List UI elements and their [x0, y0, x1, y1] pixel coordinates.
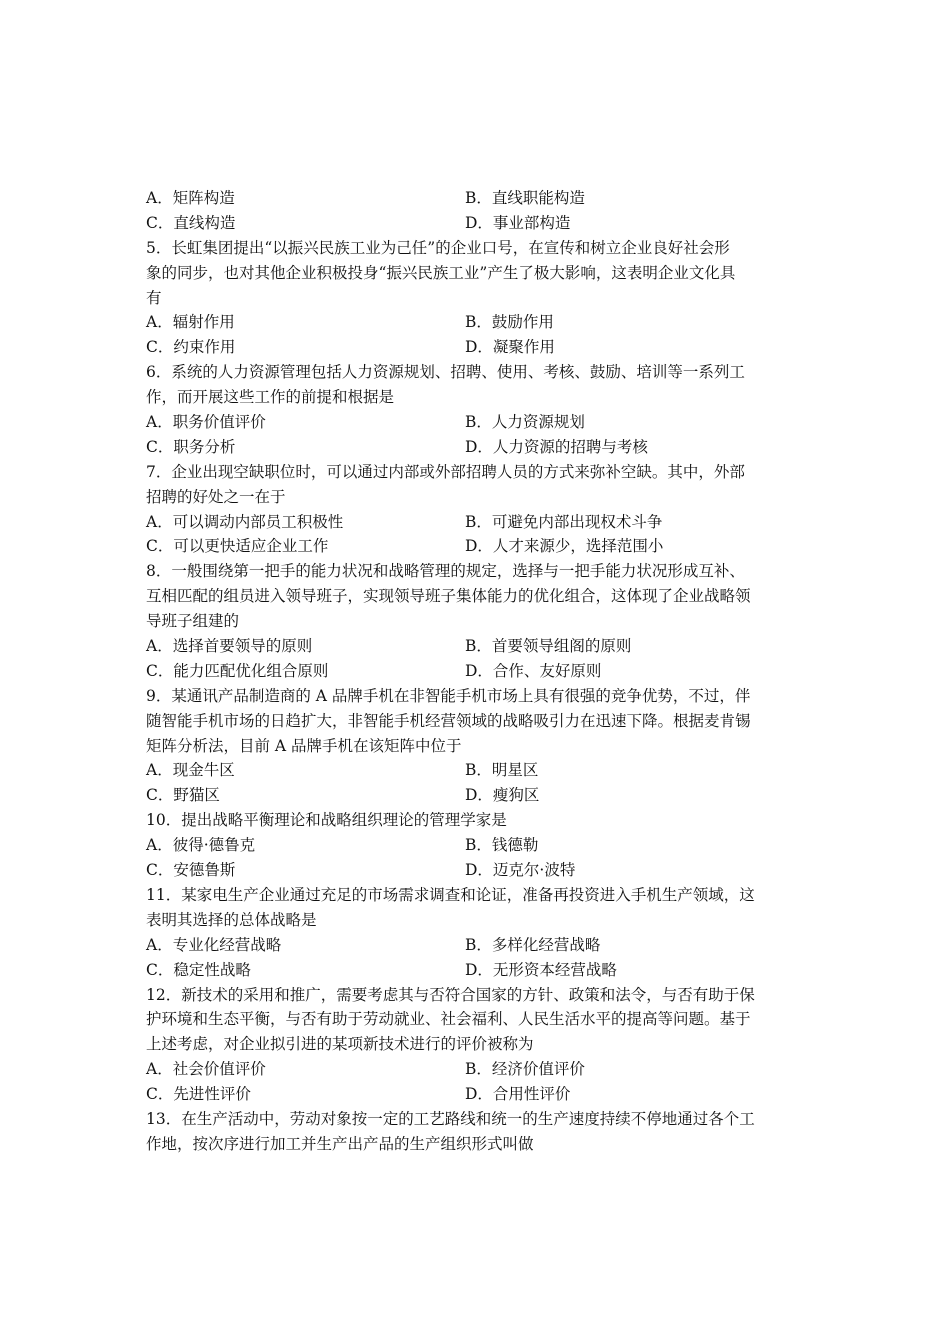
option-d: D．凝聚作用: [465, 338, 555, 357]
option-a: A．社会价值评价: [146, 1060, 266, 1079]
question-text-line: 8．一般围绕第一把手的能力状况和战略管理的规定，选择与一把手能力状况形成互补、: [146, 562, 745, 581]
option-b: B．可避免内部出现权术斗争: [465, 512, 663, 531]
option-d: D．人才来源少，选择范围小: [465, 537, 664, 556]
option-c: C．可以更快适应企业工作: [146, 537, 329, 556]
option-a: A．矩阵构造: [146, 189, 235, 207]
option-a: A．职务价值评价: [146, 413, 266, 432]
question-text-line: 上述考虑，对企业拟引进的某项新技术进行的评价被称为: [146, 1035, 534, 1054]
question-text-line: 导班子组建的: [146, 612, 240, 631]
question-text-line: 矩阵分析法，目前 A 品牌手机在该矩阵中位于: [146, 736, 462, 755]
option-c: C．直线构造: [146, 213, 236, 232]
question-7: [146, 460, 806, 560]
option-grid: [146, 758, 806, 808]
option-c: C．职务分析: [146, 437, 236, 456]
option-b: B．经济价值评价: [465, 1060, 585, 1079]
option-b: B．人力资源规划: [465, 413, 585, 432]
option-c: C．安德鲁斯: [146, 861, 236, 880]
option-b: B．多样化经营战略: [465, 935, 601, 954]
option-c: C．能力匹配优化组合原则: [146, 661, 329, 680]
option-grid: [146, 410, 806, 460]
question-text-line: 9．某通讯产品制造商的 A 品牌手机在非智能手机市场上具有很强的竞争优势，不过，伴: [146, 686, 751, 705]
option-grid: [146, 634, 806, 684]
question-text-line: 10．提出战略平衡理论和战略组织理论的管理学家是: [146, 811, 507, 830]
option-c: C．先进性评价: [146, 1085, 251, 1104]
question-text-line: 护环境和生态平衡，与否有助于劳动就业、社会福利、人民生活水平的提高等问题。基于: [146, 1010, 751, 1029]
question-text-line: 7．企业出现空缺职位时，可以通过内部或外部招聘人员的方式来弥补空缺。其中，外部: [146, 462, 745, 481]
option-grid: [146, 510, 806, 560]
option-a: A．选择首要领导的原则: [146, 637, 313, 656]
option-d: D．合作、友好原则: [465, 661, 602, 680]
option-grid: [146, 833, 806, 883]
option-b: B．钱德勒: [465, 836, 539, 855]
option-d: D．瘦狗区: [465, 786, 540, 805]
option-grid: [146, 933, 806, 983]
question-text-line: 5．长虹集团提出“以振兴民族工业为己任”的企业口号，在宣传和树立企业良好社会形: [146, 238, 730, 257]
option-a: A．彼得·德鲁克: [146, 836, 256, 855]
option-b: B．直线职能构造: [465, 189, 585, 207]
option-b: B．鼓励作用: [465, 313, 554, 332]
option-grid: [146, 1057, 806, 1107]
option-grid: [146, 310, 806, 360]
option-c: C．野猫区: [146, 786, 220, 805]
question-8: [146, 559, 806, 683]
question-text-line: 6．系统的人力资源管理包括人力资源规划、招聘、使用、考核、鼓励、培训等一系列工: [146, 363, 745, 382]
option-c: C．约束作用: [146, 338, 236, 357]
option-b: B．明星区: [465, 761, 539, 780]
question-text-line: 11．某家电生产企业通过充足的市场需求调查和论证，准备再投资进入手机生产领域，这: [146, 885, 755, 904]
question-text-line: 象的同步，也对其他企业积极投身“振兴民族工业”产生了极大影响，这表明企业文化具: [146, 263, 736, 282]
question-text-line: 互相匹配的组员进入领导班子，实现领导班子集体能力的优化组合，这体现了企业战略领: [146, 587, 751, 606]
option-d: D．事业部构造: [465, 213, 571, 232]
option-c: C．稳定性战略: [146, 960, 251, 979]
question-13: [146, 1107, 806, 1157]
question-text-line: 作地，按次序进行加工并生产出产品的生产组织形式叫做: [146, 1134, 534, 1153]
option-d: D．人力资源的招聘与考核: [465, 437, 648, 456]
option-a: A．可以调动内部员工积极性: [146, 512, 344, 531]
question-text-line: 12．新技术的采用和推广，需要考虑其与否符合国家的方针、政策和法令，与否有助于保: [146, 985, 755, 1004]
question-5: [146, 236, 806, 360]
question-text-line: 随智能手机市场的日趋扩大，非智能手机经营领域的战略吸引力在迅速下降。根据麦肯锡: [146, 711, 751, 730]
option-grid: [146, 186, 806, 236]
question-text-line: 招聘的好处之一在于: [146, 487, 286, 506]
option-d: D．合用性评价: [465, 1085, 571, 1104]
option-d: D．迈克尔·波特: [465, 861, 576, 880]
question-11: [146, 883, 806, 983]
option-a: A．现金牛区: [146, 761, 235, 780]
question-text-line: 13．在生产活动中，劳动对象按一定的工艺路线和统一的生产速度持续不停地通过各个工: [146, 1109, 755, 1128]
question-10: [146, 808, 806, 883]
option-a: A．辐射作用: [146, 313, 235, 332]
question-12: [146, 983, 806, 1107]
option-b: B．首要领导组阁的原则: [465, 637, 632, 656]
question-list: [146, 186, 806, 1157]
option-d: D．无形资本经营战略: [465, 960, 617, 979]
question-text-line: 作，而开展这些工作的前提和根据是: [146, 388, 395, 407]
question-text-line: 有: [146, 288, 162, 307]
question-9: [146, 684, 806, 808]
option-a: A．专业化经营战略: [146, 935, 282, 954]
question-6: [146, 360, 806, 460]
question-text-line: 表明其选择的总体战略是: [146, 910, 317, 929]
